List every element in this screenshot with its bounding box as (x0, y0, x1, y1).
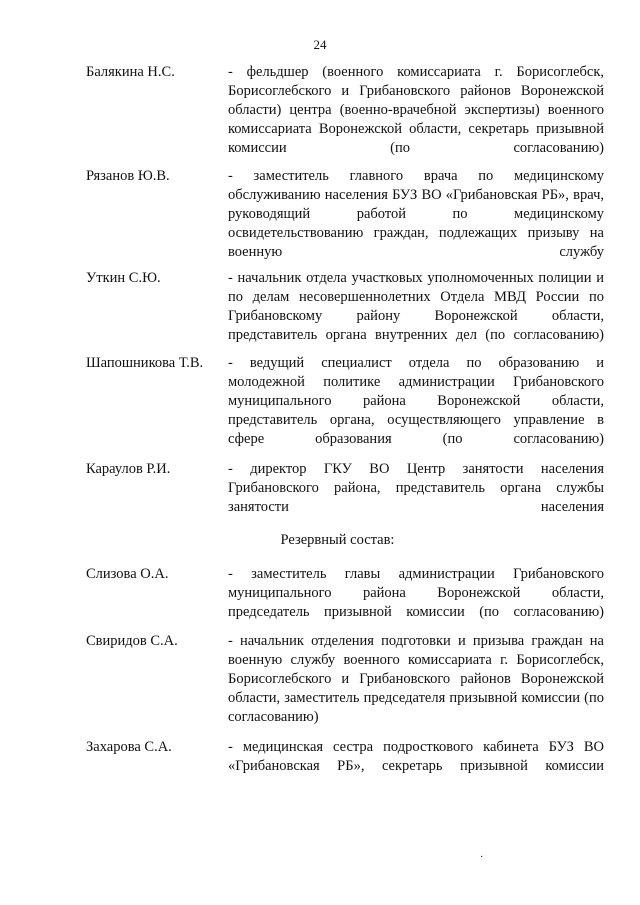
member-name: Слизова О.А. (86, 566, 169, 582)
reserve-heading: Резервный состав: (280, 532, 395, 548)
member-description: - директор ГКУ ВО Центр занятости населения Грибановского района, представитель органа службы занятости населения (228, 461, 604, 515)
page-number: 24 (313, 37, 327, 52)
member-description: - заместитель главного врача по медицинскому обслуживанию населения БУЗ ВО «Грибановская РБ», врач, руководящий работой по медицинскому освидетельствованию граждан, подлежащих призыву на военную службу (228, 168, 604, 260)
member-name: Уткин С.Ю. (86, 270, 161, 286)
member-name: Рязанов Ю.В. (86, 168, 170, 184)
member-description: - фельдшер (военного комиссариата г. Борисоглебск, Борисоглебского и Грибановского районов Воронежской области) центра (военно-врачебной экспертизы) военного комиссариата Воронежской области, секретарь призывной комиссии (по согласованию) (228, 64, 604, 156)
scan-artifact-dot: · (480, 852, 484, 863)
member-description: - ведущий специалист отдела по образованию и молодежной политике администрации Грибановского муниципального района Воронежской области, представитель органа, осуществляющего управление в сфере образования (по согласованию) (228, 355, 604, 447)
member-name: Свиридов С.А. (86, 633, 178, 649)
member-description: - медицинская сестра подросткового кабинета БУЗ ВО «Грибановская РБ», секретарь призывной комиссии (228, 739, 604, 774)
member-description: - начальник отдела участковых уполномоченных полиции и по делам несовершеннолетних Отдела МВД России по Грибановскому району Воронежской области, представитель органа внутренних дел (по согласованию) (228, 270, 604, 343)
member-name: Захарова С.А. (86, 739, 172, 755)
member-name: Балякина Н.С. (86, 64, 175, 80)
member-description: - начальник отделения подготовки и призыва граждан на военную службу военного комиссариата г. Борисоглебск, Борисоглебского и Грибановского районов Воронежской области, заместитель председателя призывной комиссии (по согласованию) (228, 633, 604, 725)
member-description: - заместитель главы администрации Грибановского муниципального района Воронежской области, председатель призывной комиссии (по согласованию) (228, 566, 604, 620)
member-name: Караулов Р.И. (86, 461, 171, 477)
member-name: Шапошникова Т.В. (86, 355, 204, 371)
